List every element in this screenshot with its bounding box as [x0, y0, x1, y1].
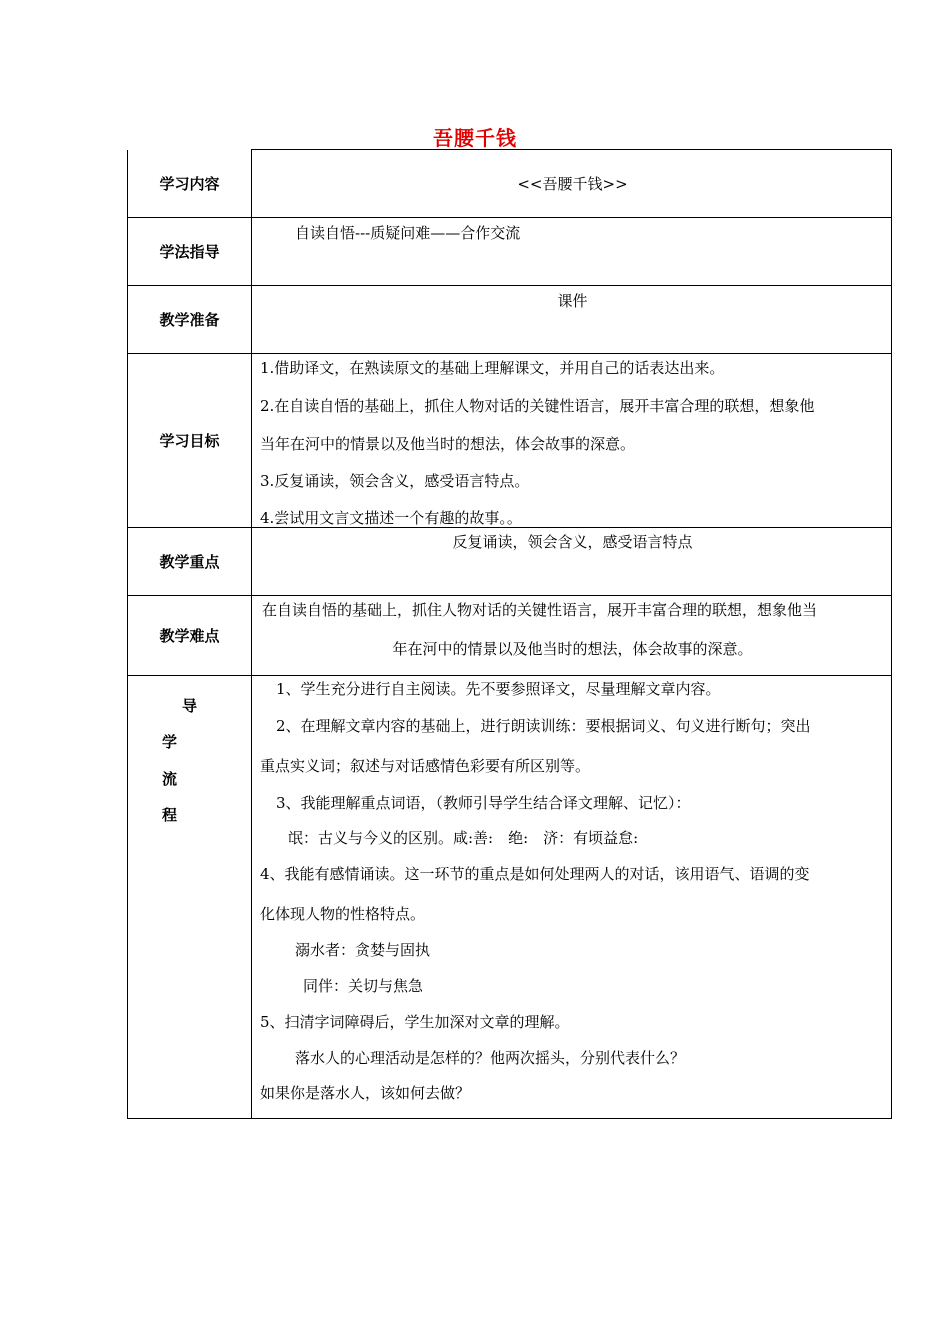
label-focus: 教学重点 [128, 528, 252, 596]
process-line: 落水人的心理活动是怎样的？他两次摇头，分别代表什么？ [295, 1049, 686, 1067]
process-line: 重点实义词；叙述与对话感情色彩要有所区别等。 [260, 757, 591, 775]
cell-learning-content [252, 150, 892, 218]
row-goals [128, 354, 892, 528]
process-line: 同伴：关切与焦急 [303, 977, 424, 995]
process-label-char: 流 [162, 770, 178, 788]
cell-focus [252, 528, 892, 596]
goal-line: 1.借助译文，在熟读原文的基础上理解课文，并用自己的话表达出来。 [260, 359, 725, 377]
process-line: 1、学生充分进行自主阅读。先不要参照译文，尽量理解文章内容。 [276, 680, 721, 698]
process-label-char: 学 [162, 733, 178, 751]
cell-prep [252, 286, 892, 354]
row-focus [128, 528, 892, 596]
process-line: 氓：古义与今义的区别。咸:善: 绝: 济：有顷益怠: [288, 829, 639, 847]
row-process [128, 676, 892, 1119]
label-difficulty: 教学难点 [128, 596, 252, 676]
process-line: 3、我能理解重点词语，（教师引导学生结合译文理解、记忆）： [276, 794, 691, 812]
goal-line: 4.尝试用文言文描述一个有趣的故事。。 [260, 509, 522, 527]
cell-goals [252, 354, 892, 528]
difficulty-line: 年在河中的情景以及他当时的想法，体会故事的深意。 [392, 640, 753, 658]
cell-difficulty [252, 596, 892, 676]
difficulty-line: 在自读自悟的基础上，抓住人物对话的关键性语言，展开丰富合理的联想，想象他当 [262, 601, 818, 619]
row-prep [128, 286, 892, 354]
process-line: 化体现人物的性格特点。 [260, 905, 426, 923]
lesson-plan-table [127, 149, 892, 1119]
learning-content-text: <<吾腰千钱>> [517, 175, 628, 193]
cell-process [252, 676, 892, 1119]
focus-text: 反复诵读，领会含义，感受语言特点 [452, 533, 693, 551]
row-method [128, 218, 892, 286]
label-method: 学法指导 [128, 218, 252, 286]
process-line: 5、扫清字词障碍后，学生加深对文章的理解。 [260, 1013, 570, 1031]
process-line: 4、我能有感情诵读。这一环节的重点是如何处理两人的对话，该用语气、语调的变 [260, 865, 810, 883]
row-difficulty [128, 596, 892, 676]
label-goals: 学习目标 [128, 354, 252, 528]
goal-line: 3.反复诵读，领会含义，感受语言特点。 [260, 472, 530, 490]
process-label-char: 程 [162, 806, 178, 824]
label-prep: 教学准备 [128, 286, 252, 354]
prep-text: 课件 [557, 292, 588, 310]
label-learning-content: 学习内容 [128, 150, 252, 218]
goal-line: 2.在自读自悟的基础上，抓住人物对话的关键性语言，展开丰富合理的联想，想象他 [260, 397, 815, 415]
label-process [128, 676, 252, 1119]
process-label-char: 导 [182, 697, 198, 715]
row-learning-content [128, 150, 892, 218]
cell-method [252, 218, 892, 286]
process-line: 溺水者：贪婪与固执 [295, 941, 431, 959]
page-title: 吾腰千钱 [433, 126, 517, 150]
process-line: 2、在理解文章内容的基础上，进行朗读训练：要根据词义、句义进行断句；突出 [276, 717, 811, 735]
method-text: 自读自悟---质疑问难——合作交流 [295, 224, 521, 242]
goal-line: 当年在河中的情景以及他当时的想法，体会故事的深意。 [260, 435, 636, 453]
process-line: 如果你是落水人，该如何去做？ [260, 1084, 471, 1102]
